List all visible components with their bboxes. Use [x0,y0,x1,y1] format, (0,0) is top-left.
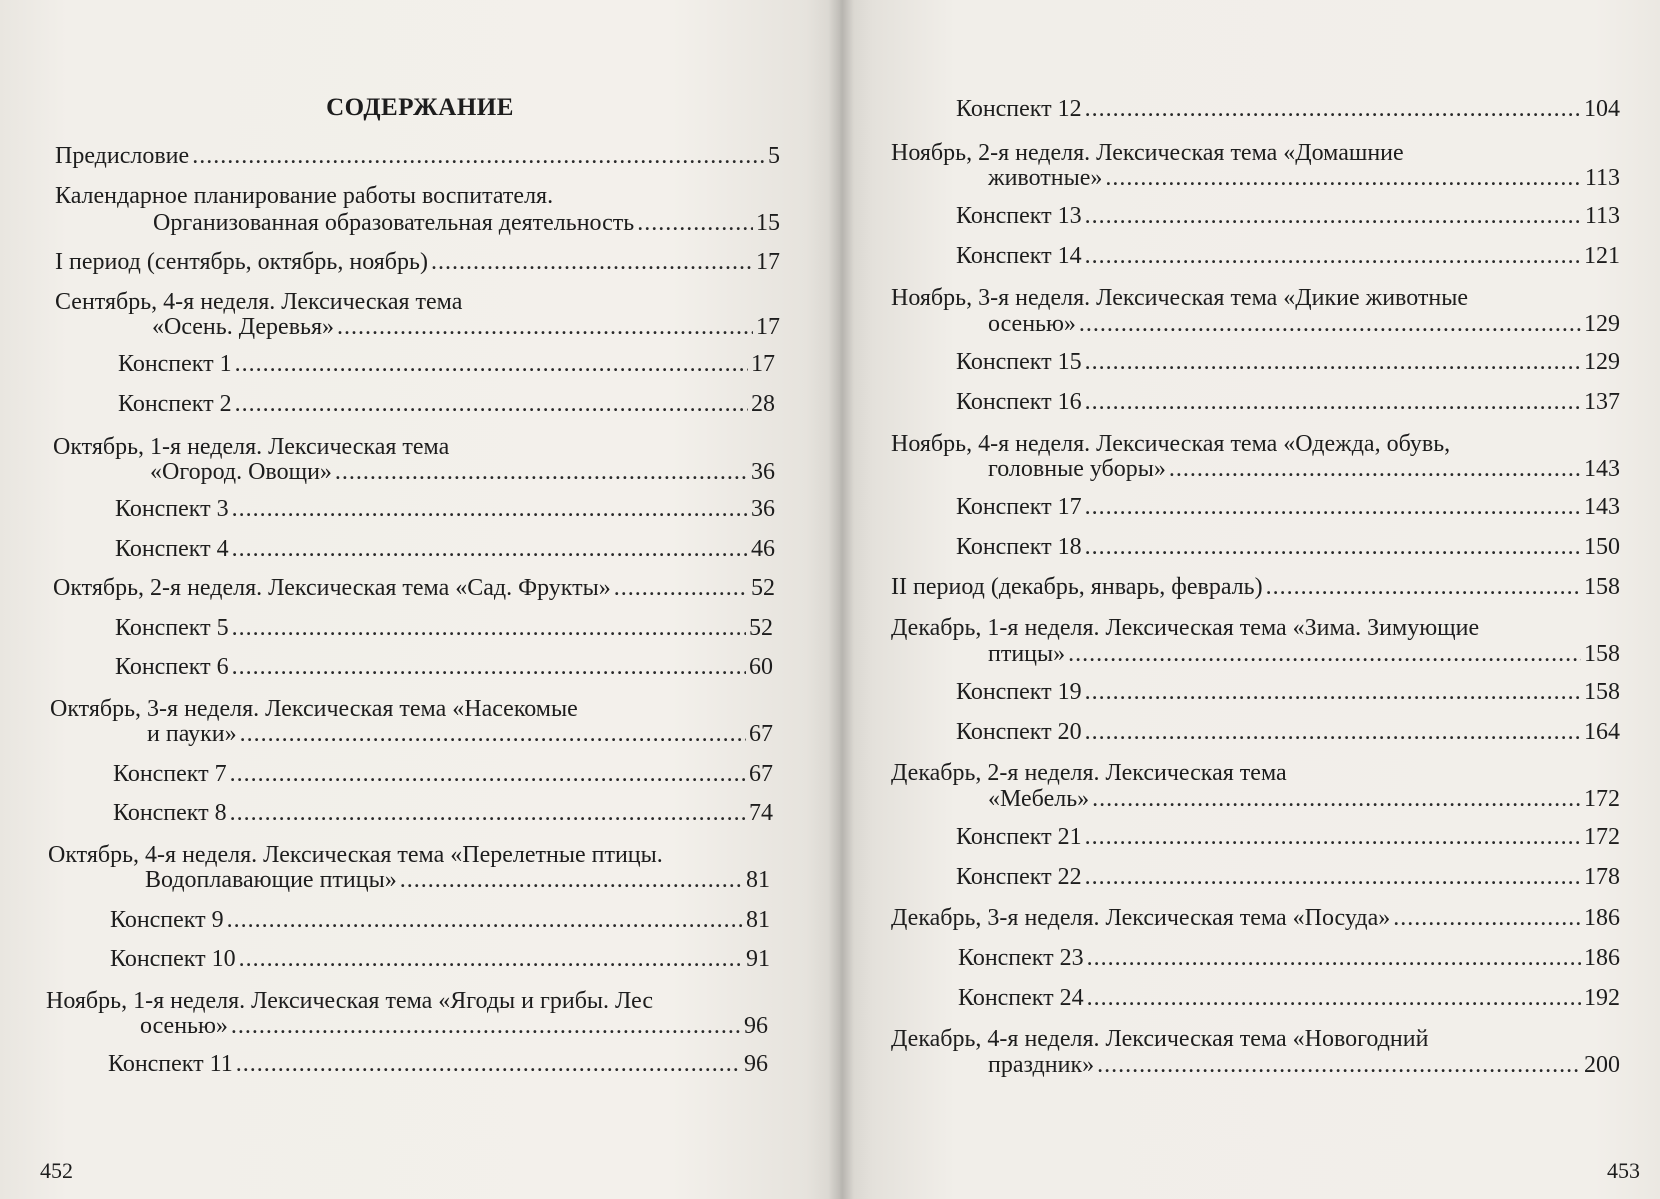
toc-entry [115,495,775,523]
toc-page-number: 143 [1584,456,1620,482]
toc-entry-heading: Ноябрь, 1-я неделя. Лексическая тема «Ягоды и грибы. Лес [46,988,654,1014]
dot-leader [1085,348,1581,376]
toc-entry-text: птицы» [988,641,1066,667]
toc-page-number: 200 [1584,1052,1620,1078]
dot-leader [1068,640,1581,668]
toc-entry-text: Конспект 9 [110,907,224,933]
toc-entry-text: Конспект 23 [958,945,1084,971]
dot-leader [1085,388,1581,416]
toc-entry-text: «Огород. Овощи» [150,459,332,485]
toc-page-number: 158 [1584,641,1620,667]
toc-page-number: 96 [744,1013,768,1039]
dot-leader [231,1012,741,1040]
toc-entry-text: Конспект 4 [115,536,229,562]
toc-entry-text: Октябрь, 2-я неделя. Лексическая тема «Сад. Фрукты» [53,575,611,601]
toc-entry-text: II период (декабрь, январь, февраль) [891,574,1263,600]
toc-entry-text: «Осень. Деревья» [152,314,335,340]
toc-entry-text: Конспект 1 [118,351,232,377]
toc-entry [891,573,1620,601]
toc-page-number: 164 [1584,719,1620,745]
toc-entry [118,390,775,418]
toc-entry-text: Конспект 17 [956,494,1082,520]
toc-entry [150,458,775,486]
dot-leader [1085,863,1581,891]
toc-entry-text: Декабрь, 3-я неделя. Лексическая тема «Посуда» [891,905,1391,931]
right-page [840,0,1660,1199]
toc-page-number: 150 [1584,534,1620,560]
toc-entry-text: Предисловие [55,143,190,169]
toc-page-number: 15 [756,210,780,236]
toc-entry-text: Конспект 12 [956,96,1082,122]
toc-entry-text: животные» [988,165,1103,191]
toc-page-number: 158 [1584,679,1620,705]
dot-leader [431,248,753,276]
dot-leader [1092,785,1581,813]
dot-leader [1085,242,1581,270]
toc-page-number: 121 [1584,243,1620,269]
dot-leader [335,458,748,486]
toc-entry [956,95,1620,123]
toc-entry-heading: Ноябрь, 4-я неделя. Лексическая тема «Одежда, обувь, [891,431,1451,457]
toc-page-number: 113 [1584,203,1620,229]
toc-entry-text: праздник» [988,1052,1095,1078]
toc-page-number: 186 [1584,945,1620,971]
toc-page-number: 143 [1584,494,1620,520]
toc-entry-heading: Ноябрь, 2-я неделя. Лексическая тема «Домашние [891,140,1404,166]
toc-entry [147,720,773,748]
toc-page-number: 17 [756,249,780,275]
toc-page-number: 67 [749,761,773,787]
dot-leader [1085,718,1581,746]
page-number-left: 452 [40,1158,73,1183]
toc-entry-text: осенью» [140,1013,228,1039]
toc-entry-text: Конспект 11 [108,1051,233,1077]
toc-entry-heading: Октябрь, 1-я неделя. Лексическая тема [53,434,450,460]
toc-entry-text: I период (сентябрь, октябрь, ноябрь) [55,249,428,275]
toc-page-number: 137 [1584,389,1620,415]
toc-page-number: 36 [751,459,775,485]
toc-entry-text: Конспект 21 [956,824,1082,850]
toc-entry [55,142,780,170]
toc-entry-heading: Календарное планирование работы воспитателя. [55,183,554,209]
toc-entry [113,760,773,788]
toc-page-number: 81 [746,907,770,933]
toc-page-number: 46 [751,536,775,562]
toc-entry-text: и пауки» [147,721,237,747]
toc-entry [53,574,775,602]
toc-page-number: 28 [751,391,775,417]
toc-entry [956,863,1620,891]
toc-entry-text: Конспект 10 [110,946,236,972]
dot-leader [1087,984,1581,1012]
toc-entry-text: Конспект 6 [115,654,229,680]
dot-leader [192,142,765,170]
dot-leader [235,390,748,418]
dot-leader [1085,533,1581,561]
toc-entry-text: Конспект 24 [958,985,1084,1011]
toc-entry [958,944,1620,972]
toc-entry [140,1012,768,1040]
dot-leader [1085,202,1582,230]
dot-leader [1085,678,1581,706]
dot-leader [400,866,743,894]
page-number-right: 453 [1607,1158,1640,1183]
toc-entry [55,248,780,276]
dot-leader [232,614,746,642]
toc-page-number: 67 [749,721,773,747]
toc-entry [988,164,1620,192]
dot-leader [614,574,748,602]
toc-entry [110,906,770,934]
toc-entry-heading: Октябрь, 4-я неделя. Лексическая тема «Перелетные птицы. [48,842,663,868]
dot-leader [232,495,748,523]
toc-entry [956,348,1620,376]
toc-entry [988,1051,1620,1079]
toc-page-number: 91 [746,946,770,972]
toc-entry-heading: Ноябрь, 3-я неделя. Лексическая тема «Дикие животные [891,285,1469,311]
toc-entry-heading: Декабрь, 4-я неделя. Лексическая тема «Новогодний [891,1026,1429,1052]
toc-page-number: 192 [1584,985,1620,1011]
toc-entry [153,209,780,237]
dot-leader [1085,493,1581,521]
toc-entry-text: головные уборы» [988,456,1166,482]
dot-leader [1105,164,1582,192]
toc-entry-text: Конспект 14 [956,243,1082,269]
toc-entry-heading: Сентябрь, 4-я неделя. Лексическая тема [55,289,463,315]
toc-entry-text: Конспект 22 [956,864,1082,890]
dot-leader [236,1050,741,1078]
dot-leader [230,760,746,788]
toc-entry [115,653,773,681]
toc-page-number: 178 [1584,864,1620,890]
toc-entry-text: Конспект 20 [956,719,1082,745]
toc-page-number: 74 [749,800,773,826]
toc-page-number: 104 [1584,96,1620,122]
toc-page-number: 158 [1584,574,1620,600]
dot-leader [227,906,743,934]
toc-entry-text: «Мебель» [988,786,1090,812]
dot-leader [232,535,748,563]
toc-entry-heading: Октябрь, 3-я неделя. Лексическая тема «Насекомые [50,696,578,722]
toc-page-number: 17 [751,351,775,377]
toc-page-number: 172 [1584,824,1620,850]
dot-leader [239,945,743,973]
dot-leader [240,720,746,748]
page-title: СОДЕРЖАНИЕ [326,94,514,121]
toc-page-number: 96 [744,1051,768,1077]
toc-entry [956,388,1620,416]
dot-leader [1087,944,1581,972]
toc-page-number: 17 [756,314,780,340]
toc-page-number: 52 [751,575,775,601]
toc-entry-text: Конспект 16 [956,389,1082,415]
toc-entry-text: Конспект 5 [115,615,229,641]
toc-page-number: 186 [1584,905,1620,931]
toc-page-number: 129 [1584,349,1620,375]
toc-entry [958,984,1620,1012]
toc-entry [988,785,1620,813]
toc-entry [115,535,775,563]
toc-entry [988,310,1620,338]
dot-leader [1079,310,1581,338]
toc-entry-heading: Декабрь, 1-я неделя. Лексическая тема «Зима. Зимующие [891,615,1480,641]
dot-leader [1266,573,1581,601]
dot-leader [1097,1051,1581,1079]
toc-entry [110,945,770,973]
toc-entry [956,202,1620,230]
toc-entry [988,640,1620,668]
dot-leader [1169,455,1581,483]
toc-page-number: 5 [768,143,780,169]
toc-entry [118,350,775,378]
toc-entry [115,614,773,642]
dot-leader [232,653,746,681]
toc-entry [956,823,1620,851]
toc-entry [956,533,1620,561]
toc-entry-text: Конспект 2 [118,391,232,417]
toc-entry [956,242,1620,270]
toc-page-number: 52 [749,615,773,641]
toc-entry [956,493,1620,521]
toc-entry-text: Конспект 18 [956,534,1082,560]
toc-entry-text: Конспект 8 [113,800,227,826]
toc-entry [956,678,1620,706]
toc-entry [988,455,1620,483]
toc-entry-text: Конспект 19 [956,679,1082,705]
dot-leader [1085,95,1581,123]
toc-page-number: 60 [749,654,773,680]
dot-leader [637,209,753,237]
toc-page-number: 172 [1584,786,1620,812]
toc-entry [956,718,1620,746]
dot-leader [337,313,753,341]
dot-leader [235,350,748,378]
toc-entry-text: Конспект 15 [956,349,1082,375]
toc-page-number: 36 [751,496,775,522]
toc-entry-text: Конспект 3 [115,496,229,522]
toc-entry [113,799,773,827]
toc-entry-text: осенью» [988,311,1076,337]
toc-page-number: 129 [1584,311,1620,337]
toc-page-number: 113 [1584,165,1620,191]
toc-entry-heading: Декабрь, 2-я неделя. Лексическая тема [891,760,1287,786]
book-gutter [828,0,854,1199]
toc-entry-text: Конспект 13 [956,203,1082,229]
toc-entry-text: Организованная образовательная деятельность [153,210,635,236]
toc-entry [108,1050,768,1078]
toc-entry-text: Конспект 7 [113,761,227,787]
toc-entry [891,904,1620,932]
toc-entry [152,313,780,341]
dot-leader [1393,904,1581,932]
toc-page-number: 81 [746,867,770,893]
dot-leader [1085,823,1581,851]
toc-entry [145,866,770,894]
dot-leader [230,799,746,827]
toc-entry-text: Водоплавающие птицы» [145,867,397,893]
